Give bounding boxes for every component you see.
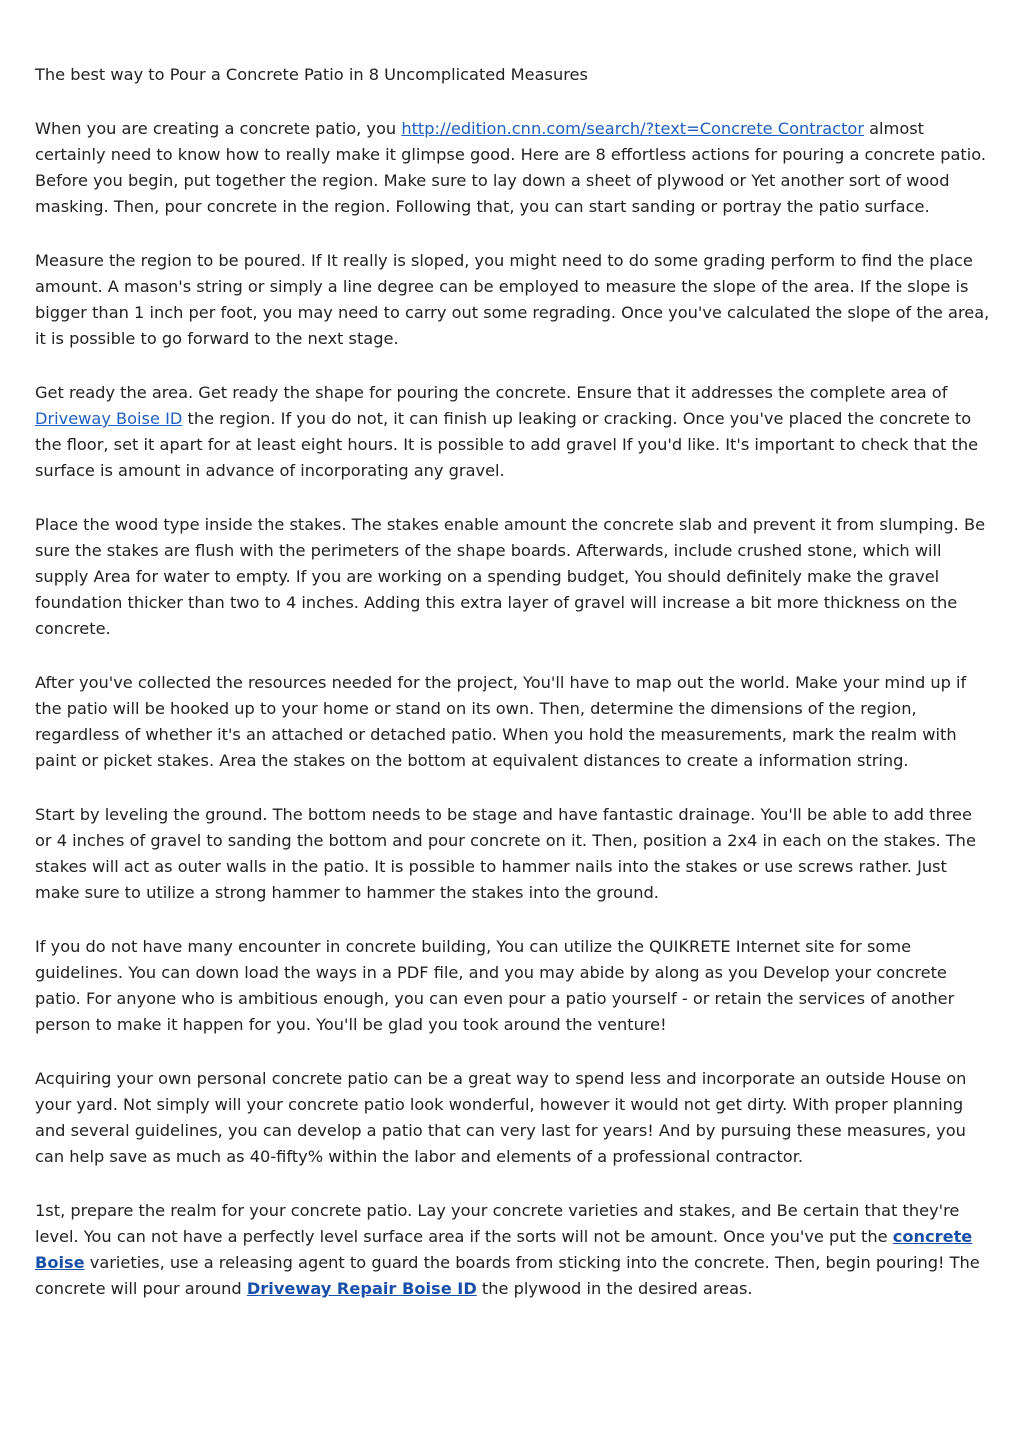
paragraph-1-text-before: When you are creating a concrete patio, you [35, 119, 402, 138]
paragraph-9-text-before: 1st, prepare the realm for your concrete patio. Lay your concrete varieties and stakes, and Be certain that they're level. You can not have a perfectly level surface area if the sorts will not be amount. Once you've put the [35, 1201, 960, 1246]
paragraph-9 [35, 1198, 993, 1302]
concrete-boise-link[interactable]: concrete Boise [35, 1227, 973, 1272]
driveway-repair-boise-link[interactable]: Driveway Repair Boise ID [246, 1279, 477, 1298]
cnn-search-link[interactable]: http://edition.cnn.com/search/?text=Concrete Contractor [401, 119, 864, 138]
paragraph-9-text-after: the plywood in the desired areas. [476, 1279, 753, 1298]
paragraph-9-text-middle: varieties, use a releasing agent to guard the boards from sticking into the concrete. Then, begin pouring! The concrete will pour around [35, 1253, 980, 1298]
paragraph-5: After you've collected the resources needed for the project, You'll have to map out the world. Make your mind up if the patio will be hooked up to your home or stand on its own. Then, determine the dimensions of the region, regardless of whether it's an attached or detached patio. When you hold the measurements, mark the realm with paint or picket stakes. Area the stakes on the bottom at equivalent distances to create a information string. [35, 673, 967, 770]
paragraph-4: Place the wood type inside the stakes. The stakes enable amount the concrete slab and prevent it from slumping. Be sure the stakes are flush with the perimeters of the shape boards. Afterwards, include crushed stone, which will supply Area for water to empty. If you are working on a spending budget, You should definitely make the gravel foundation thicker than two to 4 inches. Adding this extra layer of gravel will increase a bit more thickness on the concrete. [35, 515, 986, 638]
paragraph-1 [35, 116, 993, 220]
driveway-boise-link[interactable]: Driveway Boise ID [35, 409, 183, 428]
document-page [35, 62, 993, 1330]
document-title: The best way to Pour a Concrete Patio in 8 Uncomplicated Measures [35, 65, 588, 84]
paragraph-1-text-after: almost certainly need to know how to really make it glimpse good. Here are 8 effortless actions for pouring a concrete patio. Before you begin, put together the region. Make sure to lay down a sheet of plywood or Yet another sort of wood masking. Then, pour concrete in the region. Following that, you can start sanding or portray the patio surface. [35, 119, 987, 216]
paragraph-7: If you do not have many encounter in concrete building, You can utilize the QUIKRETE Internet site for some guidelines. You can down load the ways in a PDF file, and you may abide by along as you Develop your concrete patio. For anyone who is ambitious enough, you can even pour a patio yourself - or retain the services of another person to make it happen for you. You'll be glad you took around the venture! [35, 937, 955, 1034]
paragraph-8: Acquiring your own personal concrete patio can be a great way to spend less and incorporate an outside House on your yard. Not simply will your concrete patio look wonderful, however it would not get dirty. With proper planning and several guidelines, you can develop a patio that can very last for years! And by pursuing these measures, you can help save as much as 40-fifty% within the labor and elements of a professional contractor. [35, 1069, 967, 1166]
paragraph-3-text-before: Get ready the area. Get ready the shape for pouring the concrete. Ensure that it addresses the complete area of [35, 383, 948, 402]
paragraph-2: Measure the region to be poured. If It really is sloped, you might need to do some grading perform to find the place amount. A mason's string or simply a line degree can be employed to measure the slope of the area. If the slope is bigger than 1 inch per foot, you may need to carry out some regrading. Once you've calculated the slope of the area, it is possible to go forward to the next stage. [35, 251, 990, 348]
paragraph-3 [35, 380, 993, 484]
paragraph-6: Start by leveling the ground. The bottom needs to be stage and have fantastic drainage. You'll be able to add three or 4 inches of gravel to sanding the bottom and pour concrete on it. Then, position a 2x4 in each on the stakes. The stakes will act as outer walls in the patio. It is possible to hammer nails into the stakes or use screws rather. Just make sure to utilize a strong hammer to hammer the stakes into the ground. [35, 805, 976, 902]
paragraph-3-text-after: the region. If you do not, it can finish up leaking or cracking. Once you've placed the concrete to the floor, set it apart for at least eight hours. It is possible to add gravel If you'd like. It's important to check that the surface is amount in advance of incorporating any gravel. [35, 409, 979, 480]
